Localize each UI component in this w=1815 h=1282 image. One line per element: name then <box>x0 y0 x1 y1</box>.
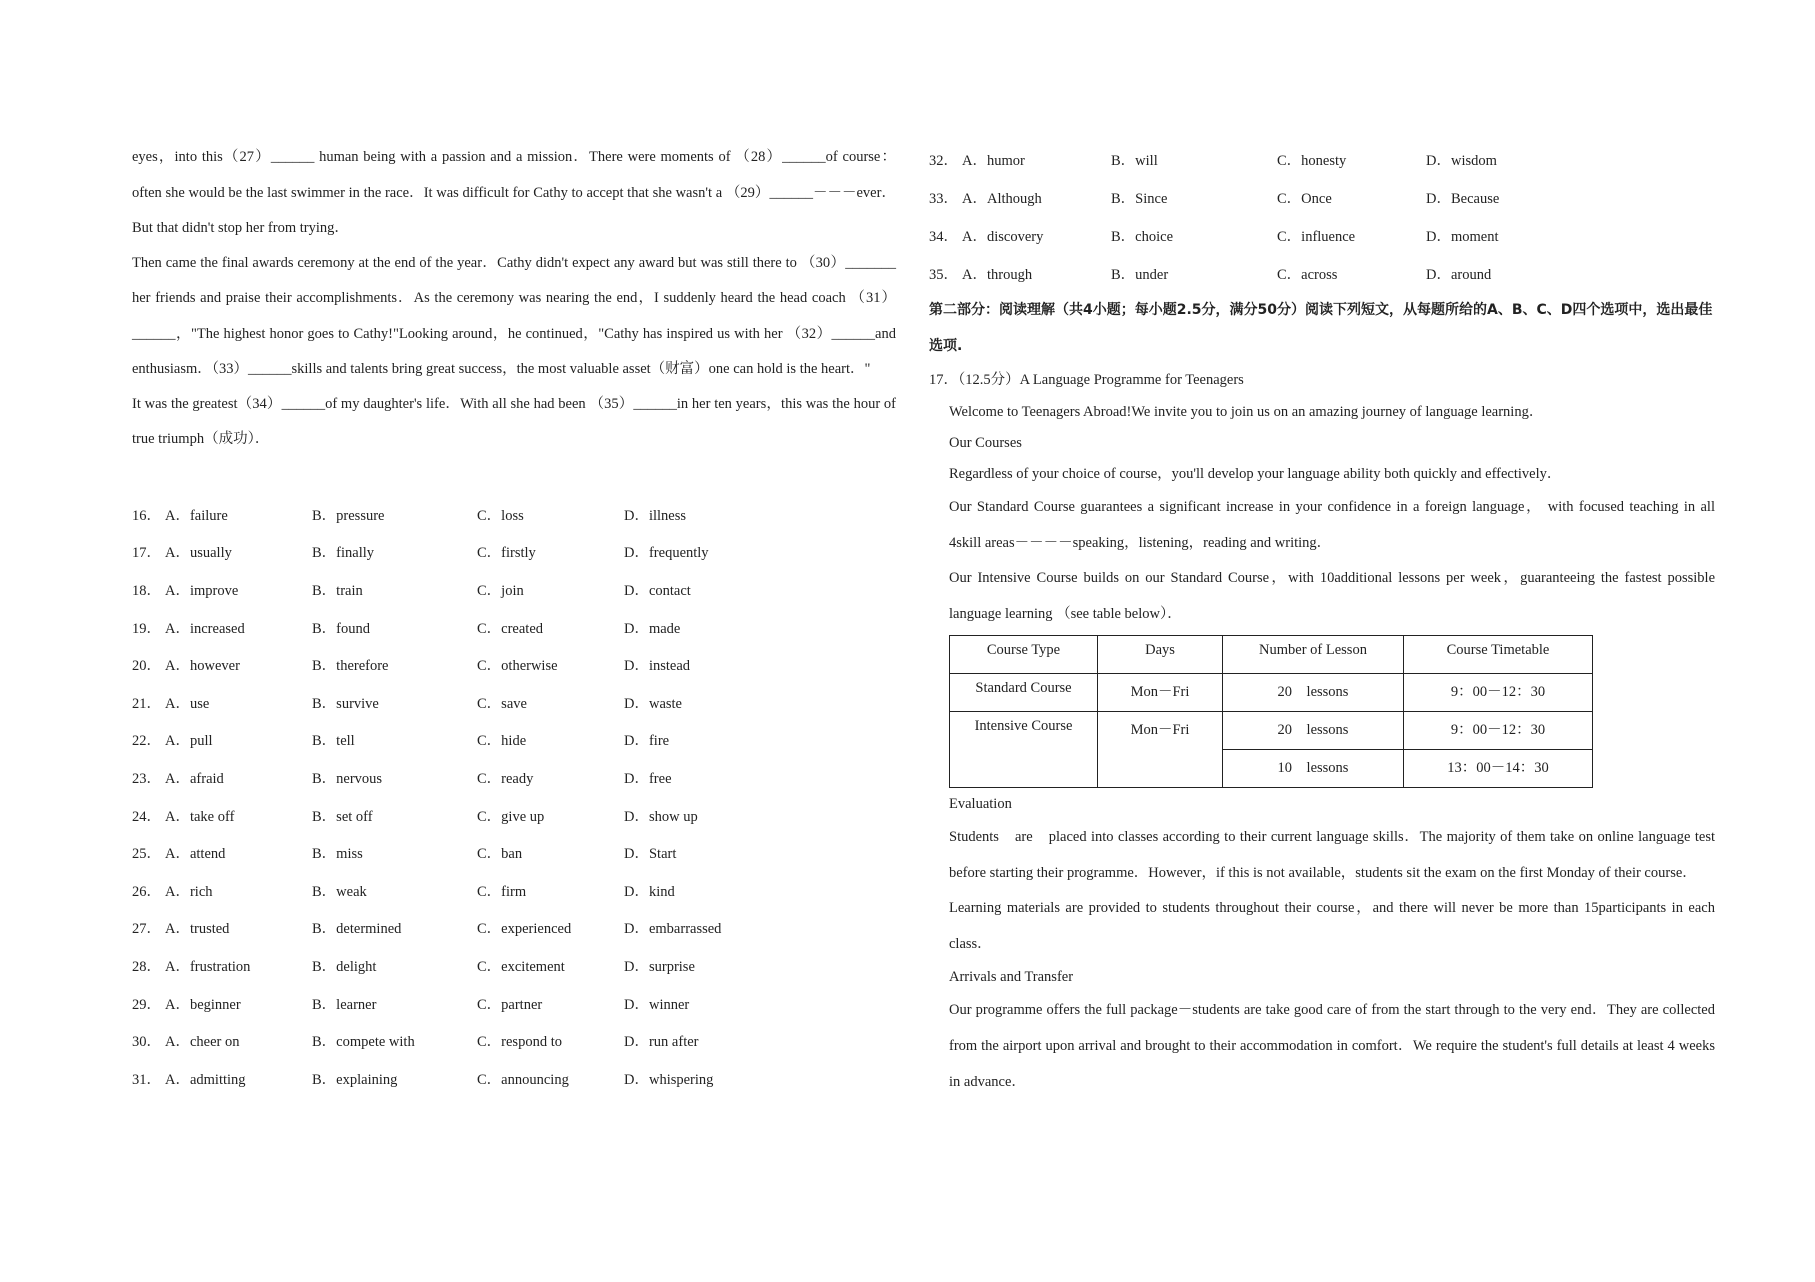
option-d: D．waste <box>624 695 682 712</box>
option-c: C．firstly <box>477 545 536 562</box>
option-b: B．will <box>1111 152 1158 169</box>
option-d: D．contact <box>624 582 691 599</box>
question-20-options <box>132 646 896 684</box>
option-c: C．loss <box>477 507 524 524</box>
question-22-options <box>132 721 896 759</box>
option-d: D．made <box>624 620 681 637</box>
evaluation-paragraph-1: Students are placed into classes according to their current language skills．The majority of them take on online language test before starting their programme．However，if this is not available，students sit the exam on the first Monday of their course． <box>949 829 1715 881</box>
option-c: C．otherwise <box>477 658 558 675</box>
question-number: 30． <box>132 1034 161 1051</box>
option-list-16-31 <box>132 496 896 1098</box>
option-b: B．Since <box>1111 190 1168 207</box>
option-b: B．survive <box>312 695 379 712</box>
option-d: D．wisdom <box>1426 152 1497 169</box>
question-number: 27． <box>132 921 161 938</box>
option-c: C．ready <box>477 770 534 787</box>
passage-paragraph-3: It was the greatest（34）______of my daughter's life．With all she had been （35）______in her ten years，this was the hour of true triumph（成功）． <box>132 395 896 447</box>
option-c: C．save <box>477 695 527 712</box>
option-c: C．join <box>477 582 524 599</box>
option-d: D．kind <box>624 883 675 900</box>
question-25-options <box>132 834 896 872</box>
option-a: A．take off <box>165 808 235 825</box>
option-b: B．therefore <box>312 658 389 675</box>
option-a: A．through <box>962 266 1033 283</box>
arrivals-paragraph-1: Our programme offers the full package－students are take good care of from the start through to the very end．They are collected from the airport upon arrival and brought to their accommodation in comfort．We require the student's full details at least 4 weeks in advance． <box>949 1002 1715 1090</box>
option-d: D．free <box>624 770 672 787</box>
option-a: A．usually <box>165 545 232 562</box>
question-35-options <box>929 254 1715 292</box>
option-b: B．compete with <box>312 1034 415 1051</box>
option-a: A．however <box>165 658 240 675</box>
question-24-options <box>132 796 896 834</box>
option-a: A．use <box>165 695 210 712</box>
question-number: 23． <box>132 770 161 787</box>
passage-paragraph-1: eyes，into this（27）______ human being with a passion and a mission．There were moments of （28）______of course： often she would be the last swimmer in the race．It was difficult for Cathy to accept that she wasn't a （29）______－－－ever．But that didn't stop her from trying． <box>132 149 896 236</box>
option-a: A．failure <box>165 507 228 524</box>
courses-paragraph-1: Regardless of your choice of course，you'll develop your language ability both quickly and effectively． <box>949 466 1562 482</box>
cell-lessons: 20 lessons <box>1223 712 1404 750</box>
header-course-timetable: Course Timetable <box>1404 636 1593 674</box>
option-c: C．hide <box>477 733 527 750</box>
question-number: 33． <box>929 190 958 207</box>
question-16-options <box>132 496 896 534</box>
option-b: B．choice <box>1111 228 1174 245</box>
option-c: C．Once <box>1277 190 1332 207</box>
courses-paragraph-3: Our Intensive Course builds on our Standard Course，with 10additional lessons per week，guaranteeing the fastest possible language learning （see table below）． <box>949 570 1715 622</box>
option-c: C．excitement <box>477 958 565 975</box>
option-list-32-35 <box>929 140 1715 292</box>
cell-timetable: 9：00－12：30 <box>1404 712 1593 750</box>
option-d: D．run after <box>624 1034 699 1051</box>
option-d: D．around <box>1426 266 1492 283</box>
option-b: B．tell <box>312 733 355 750</box>
question-27-options <box>132 909 896 947</box>
option-a: A．beginner <box>165 996 241 1013</box>
question-30-options <box>132 1022 896 1060</box>
option-a: A．trusted <box>165 921 230 938</box>
option-b: B．determined <box>312 921 402 938</box>
option-b: B．miss <box>312 846 363 863</box>
option-d: D．Start <box>624 846 677 863</box>
option-a: A．afraid <box>165 770 224 787</box>
option-b: B．set off <box>312 808 373 825</box>
option-c: C．partner <box>477 996 543 1013</box>
question-number: 22． <box>132 733 161 750</box>
option-b: B．finally <box>312 545 375 562</box>
option-d: D．moment <box>1426 228 1499 245</box>
cell-days: Mon－Fri <box>1098 712 1223 788</box>
our-courses-heading: Our Courses <box>949 435 1022 451</box>
header-days: Days <box>1098 636 1223 674</box>
option-a: A．cheer on <box>165 1034 240 1051</box>
option-d: D．show up <box>624 808 698 825</box>
arrivals-heading: Arrivals and Transfer <box>949 969 1074 985</box>
option-a: A．pull <box>165 733 213 750</box>
question-number: 31． <box>132 1071 161 1088</box>
question-26-options <box>132 871 896 909</box>
right-column <box>929 140 1715 1100</box>
question-18-options <box>132 571 896 609</box>
question-29-options <box>132 984 896 1022</box>
question-number: 24． <box>132 808 161 825</box>
question-number: 25． <box>132 846 161 863</box>
question-number: 34． <box>929 228 958 245</box>
question-33-options <box>929 178 1715 216</box>
passage-paragraph-2: Then came the final awards ceremony at the end of the year．Cathy didn't expect any award but was still there to （30）_______ her friends and praise their accomplishments．As the ceremony was nearing the end，I suddenly heard the head coach （31）______，"The highest honor goes to Cathy!"Looking around，he continued，"Cathy has inspired us with her （32）______and enthusiasm．（33）______skills and talents bring great success，the most valuable asset（财富）one can hold is the heart．" <box>132 254 896 377</box>
cell-days: Mon－Fri <box>1098 674 1223 712</box>
option-b: B．learner <box>312 996 377 1013</box>
cell-lessons: 10 lessons <box>1223 750 1404 788</box>
option-d: D．fire <box>624 733 670 750</box>
section-heading: 第二部分：阅读理解（共4小题；每小题2.5分，满分50分）阅读下列短文，从每题所给的A、B、C、D四个选项中，选出最佳选项. <box>929 302 1713 354</box>
header-course-type: Course Type <box>950 636 1098 674</box>
question-title: 17．（12.5分）A Language Programme for Teenagers <box>929 372 1244 388</box>
option-c: C．across <box>1277 266 1338 283</box>
option-a: A．improve <box>165 582 239 599</box>
question-21-options <box>132 683 896 721</box>
option-a: A．Although <box>962 190 1042 207</box>
question-28-options <box>132 947 896 985</box>
option-d: D．frequently <box>624 545 709 562</box>
option-d: D．surprise <box>624 958 695 975</box>
question-19-options <box>132 608 896 646</box>
question-number: 26． <box>132 883 161 900</box>
question-34-options <box>929 216 1715 254</box>
option-b: B．train <box>312 582 363 599</box>
option-d: D．whispering <box>624 1071 714 1088</box>
option-a: A．discovery <box>962 228 1044 245</box>
option-a: A．increased <box>165 620 245 637</box>
option-c: C．firm <box>477 883 527 900</box>
cell-timetable: 13：00－14：30 <box>1404 750 1593 788</box>
cell-lessons: 20 lessons <box>1223 674 1404 712</box>
option-d: D．illness <box>624 507 687 524</box>
question-31-options <box>132 1059 896 1097</box>
option-c: C．give up <box>477 808 545 825</box>
table-header-row <box>950 636 1593 674</box>
table-row-standard <box>950 674 1593 712</box>
option-c: C．announcing <box>477 1071 569 1088</box>
option-c: C．respond to <box>477 1034 562 1051</box>
question-23-options <box>132 759 896 797</box>
option-b: B．under <box>1111 266 1169 283</box>
option-c: C．ban <box>477 846 523 863</box>
question-number: 18． <box>132 582 161 599</box>
courses-paragraph-2: Our Standard Course guarantees a significant increase in your confidence in a foreign language， with focused teaching in all 4skill areas－－－－speaking，listening，reading and writing． <box>949 499 1715 551</box>
evaluation-paragraph-2: Learning materials are provided to students throughout their course，and there will never be more than 15participants in each class． <box>949 900 1715 952</box>
question-32-options <box>929 140 1715 178</box>
question-number: 32． <box>929 152 958 169</box>
option-d: D．embarrassed <box>624 921 722 938</box>
left-column <box>132 140 896 1097</box>
option-a: A．frustration <box>165 958 251 975</box>
option-a: A．attend <box>165 846 226 863</box>
question-number: 19． <box>132 620 161 637</box>
option-b: B．nervous <box>312 770 383 787</box>
option-d: D．instead <box>624 658 691 675</box>
option-d: D．Because <box>1426 190 1500 207</box>
evaluation-heading: Evaluation <box>949 796 1012 812</box>
question-number: 17． <box>132 545 161 562</box>
question-number: 16． <box>132 507 161 524</box>
option-b: B．delight <box>312 958 377 975</box>
question-17-options <box>132 533 896 571</box>
intro-paragraph: Welcome to Teenagers Abroad!We invite you to join us on an amazing journey of language learning． <box>949 404 1544 420</box>
option-a: A．admitting <box>165 1071 246 1088</box>
option-a: A．humor <box>962 152 1025 169</box>
cell-course-type: Intensive Course <box>950 712 1098 788</box>
course-table <box>949 635 1593 788</box>
question-number: 35． <box>929 266 958 283</box>
option-c: C．honesty <box>1277 152 1347 169</box>
table-row-intensive <box>950 712 1593 750</box>
cell-timetable: 9：00－12：30 <box>1404 674 1593 712</box>
option-b: B．found <box>312 620 370 637</box>
question-number: 29． <box>132 996 161 1013</box>
option-b: B．pressure <box>312 507 385 524</box>
option-c: C．experienced <box>477 921 572 938</box>
option-c: C．created <box>477 620 544 637</box>
option-a: A．rich <box>165 883 213 900</box>
question-number: 28． <box>132 958 161 975</box>
question-number: 20． <box>132 658 161 675</box>
reading-passage <box>929 396 1715 1100</box>
cell-course-type: Standard Course <box>950 674 1098 712</box>
header-number-of-lesson: Number of Lesson <box>1223 636 1404 674</box>
option-c: C．influence <box>1277 228 1356 245</box>
question-number: 21． <box>132 695 161 712</box>
option-b: B．weak <box>312 883 367 900</box>
option-b: B．explaining <box>312 1071 398 1088</box>
option-d: D．winner <box>624 996 690 1013</box>
